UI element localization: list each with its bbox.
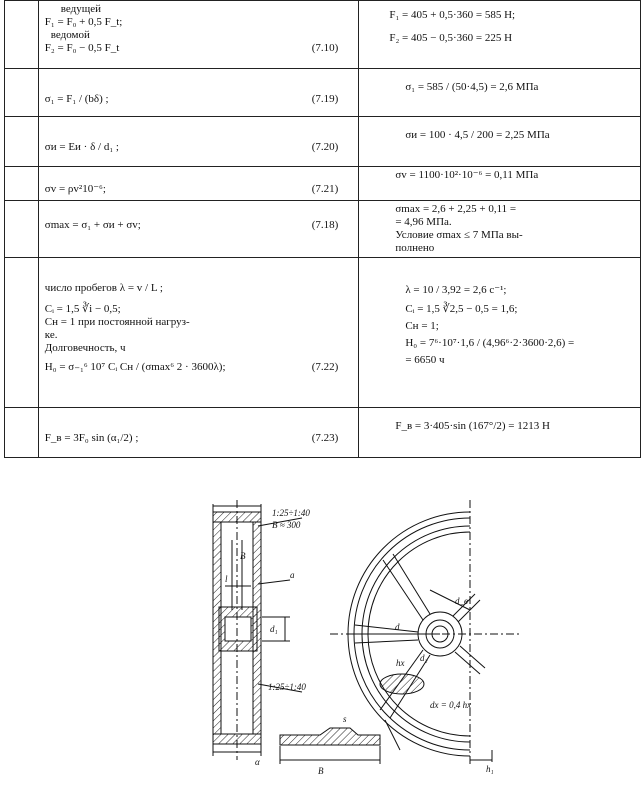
pulley-section-view	[213, 500, 302, 760]
formula-cell	[38, 1, 359, 69]
formula-cell	[38, 201, 359, 258]
rim-width-label: B	[318, 766, 324, 776]
table-row	[5, 408, 641, 458]
result-text: Cᵢ = 1,5 ∛2,5 − 0,5 = 1,6;	[405, 303, 518, 315]
result-text: = 6650 ч	[405, 354, 445, 366]
result-text: = 4,96 МПа.	[395, 216, 452, 228]
table-row	[5, 1, 641, 69]
formula-line	[45, 203, 353, 232]
equation-number: (7.20)	[311, 141, 339, 153]
rim-diameter-label: d₂	[420, 653, 428, 663]
equation-number: (7.22)	[311, 361, 339, 373]
result-cell	[359, 167, 641, 201]
result-cell	[359, 117, 641, 167]
result-text: полнено	[395, 242, 435, 254]
calculation-table	[4, 0, 641, 458]
formula-cell	[38, 117, 359, 167]
formula: σи = Eи · δ / d₁ ;	[44, 141, 119, 153]
formula: H₀ = σ₋₁⁶ 10⁷ Cᵢ Cн / (σmax⁶ 2 · 3600λ);	[44, 361, 226, 373]
taper-label-top: 1:25÷1:40	[272, 508, 310, 518]
formula-line	[45, 169, 353, 196]
hub-length-label: l	[225, 574, 228, 584]
result-text: F₂ = 405 − 0,5·360 = 225 Н	[389, 32, 513, 44]
offset-label: a	[290, 570, 295, 580]
angle-label: α	[255, 757, 260, 767]
formula: F_в = 3F₀ sin (α₁/2) ;	[44, 432, 139, 444]
row-number-cell	[5, 258, 39, 408]
formula-text: Cн = 1 при постоянной нагруз-	[44, 316, 190, 328]
result-text: σи = 100 · 4,5 / 200 = 2,25 МПа	[405, 129, 550, 141]
formula: σ₁ = F₁ / (bδ) ;	[44, 93, 109, 105]
equation-number: (7.23)	[311, 432, 339, 444]
row-number-cell	[5, 69, 39, 117]
result-text: λ = 10 / 3,92 = 2,6 c⁻¹;	[405, 284, 507, 296]
formula-text: ведомой	[50, 29, 90, 41]
equation-number: (7.19)	[311, 93, 339, 105]
formula-line	[45, 119, 353, 154]
formula-line	[45, 71, 353, 106]
hub-diameter-label: d_в	[455, 596, 468, 606]
formula-cell	[38, 258, 359, 408]
table-row	[5, 69, 641, 117]
rim-thickness-label: s	[343, 714, 347, 724]
result-text: Cн = 1;	[405, 320, 439, 332]
table-row	[5, 201, 641, 258]
row-number-cell	[5, 201, 39, 258]
equation-number: (7.18)	[311, 219, 339, 231]
diameter-label: d	[395, 622, 400, 632]
spoke-height-label: hx	[396, 658, 405, 668]
equation-number: (7.10)	[311, 42, 339, 54]
width-label-top: B ≈ 300	[272, 520, 301, 530]
result-text: H₀ = 7⁶·10⁷·1,6 / (4,96⁶·2·3600·2,6) =	[405, 337, 575, 349]
formula: σv = ρv²10⁻⁶;	[44, 183, 106, 195]
formula-cell	[38, 408, 359, 458]
table-row	[5, 167, 641, 201]
formula-text: число пробегов λ = v / L ;	[44, 282, 163, 294]
pulley-drawing	[0, 460, 643, 786]
rim-section-view	[280, 720, 400, 764]
formula-line	[45, 410, 353, 445]
formula-line	[45, 355, 353, 374]
formula-text: Долговечность, ч	[44, 342, 126, 354]
result-cell	[359, 201, 641, 258]
result-cell	[359, 258, 641, 408]
spoke-width-label: dx = 0,4 hx	[430, 700, 472, 710]
width-label: B	[240, 551, 246, 561]
result-cell	[359, 69, 641, 117]
table-row	[5, 258, 641, 408]
formula-line	[45, 42, 353, 55]
taper-label-bottom: 1:25÷1:40	[268, 682, 306, 692]
row-number-cell	[5, 117, 39, 167]
formula-text: Cᵢ = 1,5 ∛i − 0,5;	[44, 303, 121, 315]
formula-cell	[38, 69, 359, 117]
equation-number: (7.21)	[311, 183, 339, 195]
formula: σmax = σ₁ + σи + σv;	[44, 219, 141, 231]
row-number-cell	[5, 408, 39, 458]
formula-text: ке.	[44, 329, 58, 341]
result-cell	[359, 408, 641, 458]
formula-text: F₁ = F₀ + 0,5 F_t;	[44, 16, 123, 28]
result-text: σ₁ = 585 / (50·4,5) = 2,6 МПа	[405, 81, 539, 93]
formula-cell	[38, 167, 359, 201]
result-text: σmax = 2,6 + 2,25 + 0,11 =	[395, 203, 517, 215]
rim-height-label: h₁	[486, 764, 494, 774]
row-number-cell	[5, 167, 39, 201]
formula: F₂ = F₀ − 0,5 F_t	[44, 42, 120, 54]
result-text: Условие σmax ≤ 7 МПа вы-	[395, 229, 523, 241]
result-cell	[359, 1, 641, 69]
table-row	[5, 117, 641, 167]
formula-text: ведущей	[60, 3, 101, 15]
bore-diameter-label: d₁	[270, 624, 278, 634]
result-text: σv = 1100·10²·10⁻⁶ = 0,11 МПа	[395, 169, 539, 181]
row-number-cell	[5, 1, 39, 69]
result-text: F_в = 3·405·sin (167°/2) = 1213 Н	[395, 420, 550, 432]
result-text: F₁ = 405 + 0,5·360 = 585 Н;	[389, 9, 516, 21]
pulley-front-view	[330, 500, 520, 766]
